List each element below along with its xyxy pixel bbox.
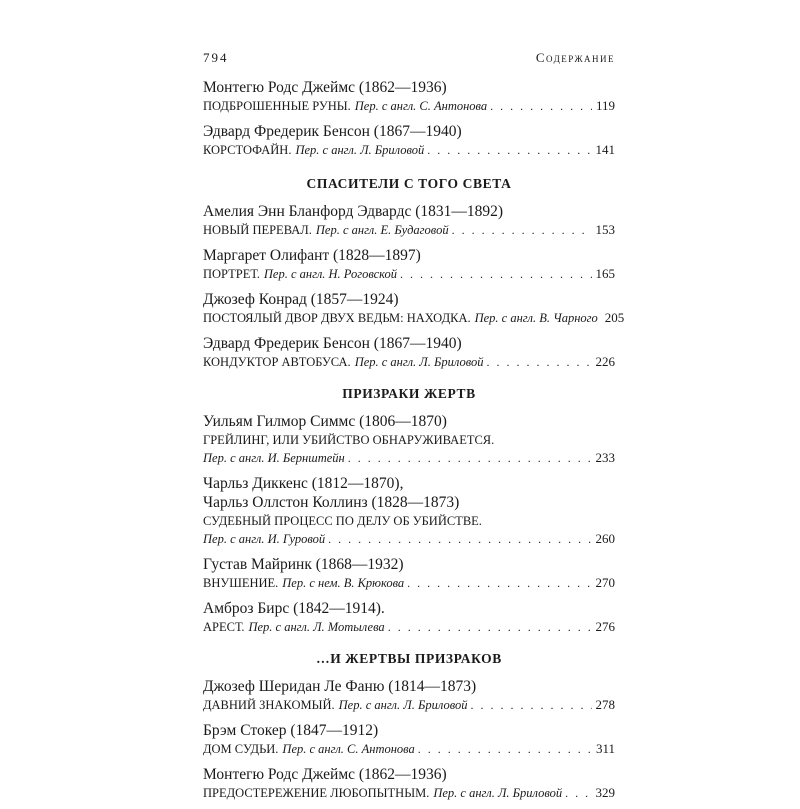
translator: Пер. с англ. И. Гуровой (203, 532, 326, 546)
work-title: ПОРТРЕТ. (203, 267, 260, 281)
toc-entry (203, 765, 615, 802)
toc-entry (203, 202, 615, 239)
toc-entry (203, 246, 615, 283)
running-header (203, 50, 615, 66)
page-ref: 141 (595, 142, 615, 157)
page-ref: 278 (595, 697, 615, 712)
toc-entry (203, 474, 615, 548)
toc-entry (203, 334, 615, 371)
dot-leader (388, 618, 592, 636)
author-line: Амелия Энн Бланфорд Эдвардс (1831—1892) (203, 203, 504, 220)
work-line (203, 784, 615, 802)
work-line (203, 740, 615, 758)
dot-leader (348, 449, 592, 467)
work-title: ПРЕДОСТЕРЕЖЕНИЕ ЛЮБОПЫТНЫМ. (203, 786, 430, 800)
toc-entry (203, 599, 615, 636)
table-of-contents (203, 78, 625, 809)
translator: Пер. с англ. Л. Бриловой (295, 143, 425, 157)
work-title: ПОДБРОШЕННЫЕ РУНЫ. (203, 99, 351, 113)
translator: Пер. с англ. Н. Роговской (263, 267, 398, 281)
toc-entry (203, 290, 625, 327)
author-line: Чарльз Оллстон Коллинз (1828—1873) (203, 494, 460, 511)
author-line: Густав Майринк (1868—1932) (203, 556, 404, 573)
author-line: Эдвард Фредерик Бенсон (1867—1940) (203, 335, 462, 352)
page-ref: 270 (595, 575, 615, 590)
work-title: НОВЫЙ ПЕРЕВАЛ. (203, 223, 312, 237)
translator: Пер. с англ. Л. Бриловой (433, 786, 563, 800)
page-ref: 119 (595, 98, 615, 113)
translator: Пер. с англ. Л. Мотылева (248, 620, 385, 634)
author-line: Амброз Бирс (1842—1914). (203, 600, 385, 617)
author-line: Джозеф Шеридан Ле Фаню (1814—1873) (203, 678, 477, 695)
toc-entry (203, 412, 615, 467)
translator: Пер. с англ. Е. Будаговой (315, 223, 449, 237)
translator: Пер. с англ. Л. Бриловой (338, 698, 468, 712)
translator: Пер. с англ. В. Чарного (474, 311, 598, 325)
toc-entry (203, 78, 615, 115)
dot-leader (328, 530, 591, 548)
page-ref: 276 (595, 619, 615, 634)
work-line (203, 353, 615, 371)
work-line (203, 265, 615, 283)
work-line (203, 530, 615, 548)
dot-leader (427, 141, 591, 159)
work-line (203, 309, 625, 327)
page-ref: 233 (595, 450, 615, 465)
work-title: ВНУШЕНИЕ. (203, 576, 279, 590)
page-ref: 260 (595, 531, 615, 546)
work-title: ДОМ СУДЬИ. (203, 742, 279, 756)
work-line (203, 221, 615, 239)
section-heading: ПРИЗРАКИ ЖЕРТВ (342, 386, 476, 401)
page-ref: 329 (595, 785, 615, 800)
page-number: 794 (203, 50, 229, 65)
translator: Пер. с англ. С. Антонова (282, 742, 415, 756)
page-ref: 311 (595, 741, 615, 756)
toc-entry (203, 122, 615, 159)
author-line: Маргарет Олифант (1828—1897) (203, 247, 421, 264)
work-line (203, 141, 615, 159)
section-heading: …И ЖЕРТВЫ ПРИЗРАКОВ (316, 651, 502, 666)
author-line: Монтегю Родс Джеймс (1862—1936) (203, 766, 447, 783)
author-line: Уильям Гилмор Симмс (1806—1870) (203, 413, 447, 430)
dot-leader (565, 784, 591, 802)
page-ref: 205 (604, 310, 625, 325)
work-title: АРЕСТ. (203, 620, 245, 634)
work-line (203, 696, 615, 714)
dot-leader (452, 221, 592, 239)
author-line: Эдвард Фредерик Бенсон (1867—1940) (203, 123, 462, 140)
work-line (203, 574, 615, 592)
running-title: Содержание (535, 50, 615, 65)
author-line: Монтегю Родс Джеймс (1862—1936) (203, 79, 447, 96)
toc-entry (203, 721, 615, 758)
dot-leader (490, 97, 592, 115)
translator: Пер. с нем. В. Крюкова (282, 576, 405, 590)
dot-leader (487, 353, 592, 371)
dot-leader (407, 574, 591, 592)
work-line (203, 449, 615, 467)
dot-leader (470, 696, 591, 714)
toc-entry (203, 555, 615, 592)
author-line: Чарльз Диккенс (1812—1870), (203, 475, 404, 492)
translator: Пер. с англ. И. Бернштейн (203, 451, 345, 465)
work-title: СУДЕБНЫЙ ПРОЦЕСС ПО ДЕЛУ ОБ УБИЙСТВЕ. (203, 514, 482, 528)
work-title: ДАВНИЙ ЗНАКОМЫЙ. (203, 698, 335, 712)
author-line: Брэм Стокер (1847—1912) (203, 722, 379, 739)
work-title: ПОСТОЯЛЫЙ ДВОР ДВУХ ВЕДЬМ: НАХОДКА. (203, 311, 471, 325)
page-ref: 153 (595, 222, 615, 237)
work-title: КОРСТОФАЙН. (203, 143, 292, 157)
translator: Пер. с англ. Л. Бриловой (354, 355, 484, 369)
work-line (203, 97, 615, 115)
author-line: Джозеф Конрад (1857—1924) (203, 291, 399, 308)
page-ref: 226 (595, 354, 615, 369)
translator: Пер. с англ. С. Антонова (354, 99, 488, 113)
work-title: КОНДУКТОР АВТОБУСА. (203, 355, 351, 369)
toc-entry (203, 677, 615, 714)
page-ref: 165 (595, 266, 615, 281)
dot-leader (400, 265, 591, 283)
work-line (203, 618, 615, 636)
work-title: ГРЕЙЛИНГ, ИЛИ УБИЙСТВО ОБНАРУЖИВАЕТСЯ. (203, 433, 495, 447)
dot-leader (418, 740, 592, 758)
section-heading: СПАСИТЕЛИ С ТОГО СВЕТА (306, 176, 512, 191)
